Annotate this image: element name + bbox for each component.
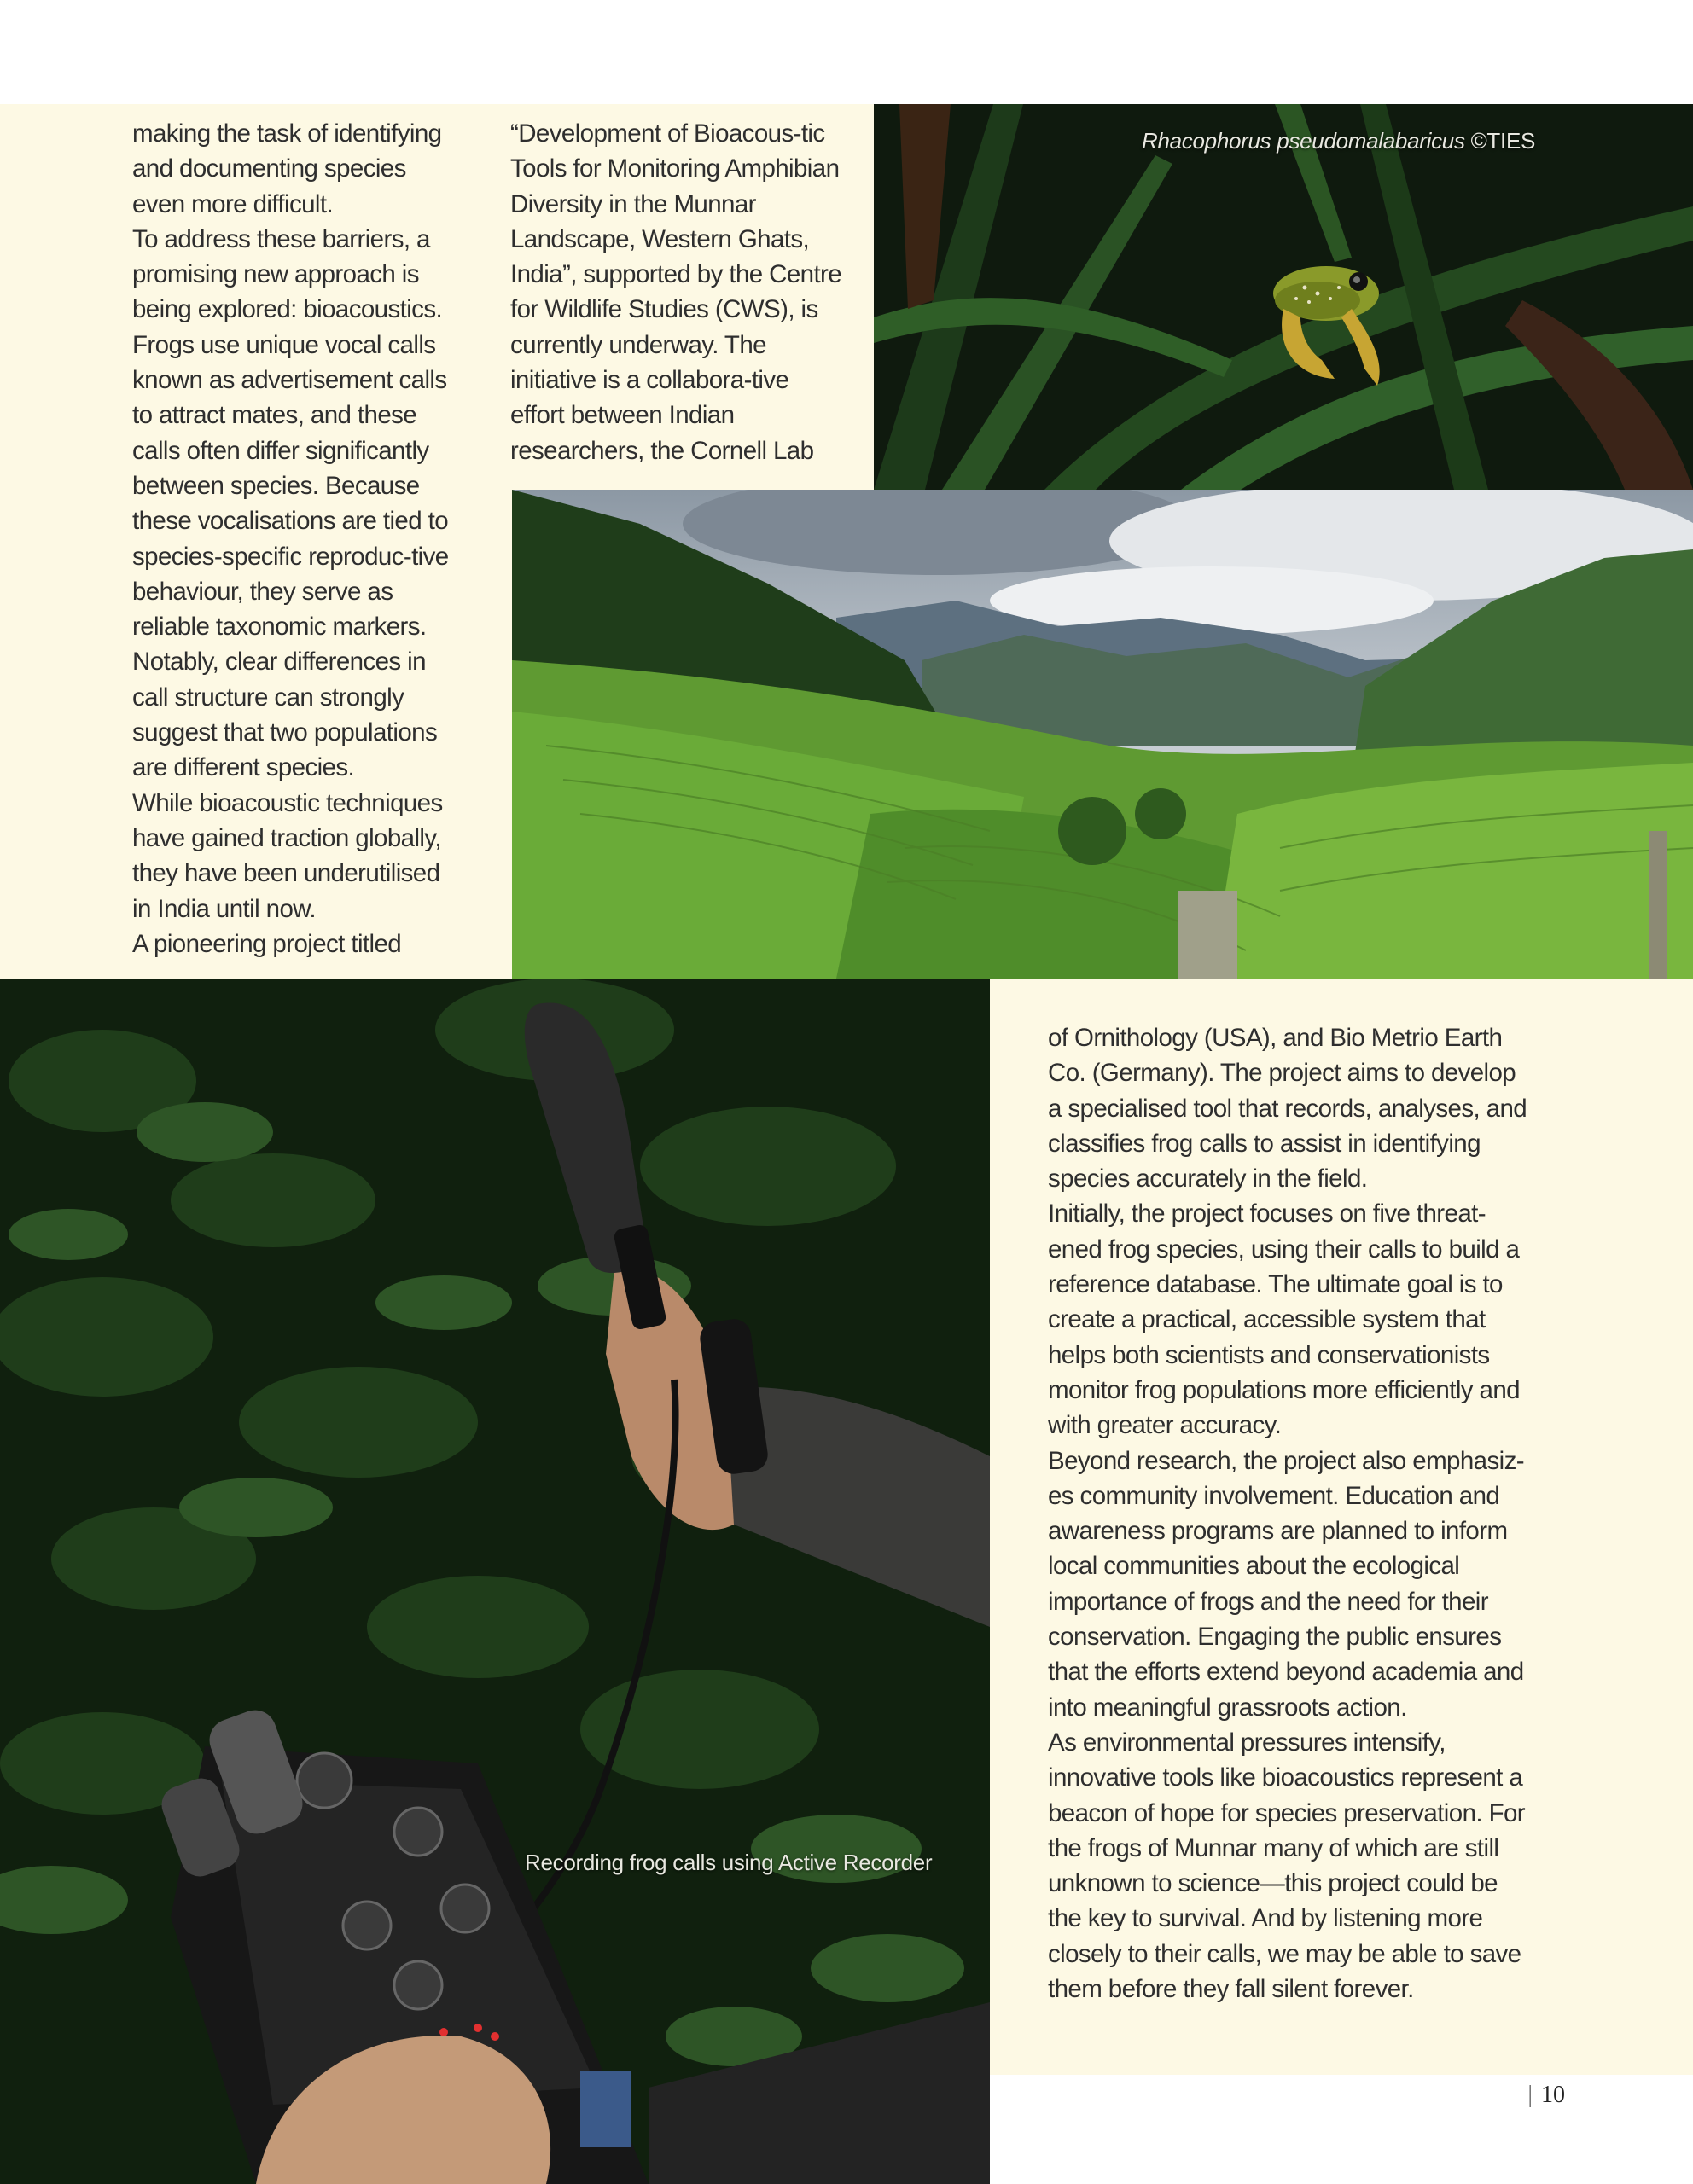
paragraph: of Ornithology (USA), and Bio Metrio Earth Co. (Germany). The project aims to develop a specialised tool that records, analyses, and classifies frog calls to assist in identifying species accurately in the field. — [1048, 1024, 1527, 1194]
paragraph: making the task of identifying and documenting species even more difficult. — [132, 119, 442, 218]
page-number — [1527, 2082, 1565, 2109]
frog-photo — [874, 104, 1693, 490]
text-column-left — [132, 116, 457, 961]
frog-photo-credit: ©TIES — [1464, 128, 1536, 154]
text-column-right — [1048, 1020, 1534, 2007]
text-column-middle — [510, 116, 847, 468]
paragraph: Initially, the project focuses on five threat-ened frog species, using their calls to build a reference database. The ultimate goal is to create a practical, accessible system that helps both scientists and conservationists monitor frog populations more efficiently and with greater accuracy. — [1048, 1199, 1520, 1440]
paragraph: As environmental pressures intensify, innovative tools like bioacoustics represent a beacon of hope for species preservation. For the frogs of Munnar many of which are still unknown to science—this project could be the key to survival. And by listening more closely to their calls, we may be able to save them before they fall silent forever. — [1048, 1728, 1526, 2004]
landscape-photo — [512, 490, 1693, 979]
recorder-photo — [0, 979, 990, 2184]
paragraph: To address these barriers, a promising new approach is being explored: bioacoustics. Frogs use unique vocal calls known as advertisement calls to attract mates, and these calls often differ significantly between species. Because these vocalisations are tied to species-specific reproduc-tive behaviour, they serve as reliable taxonomic markers. Notably, clear differences in call structure can strongly suggest that two populations are different species. — [132, 224, 449, 782]
frog-species-name: Rhacophorus pseudomalabaricus — [1142, 128, 1465, 154]
paragraph: A pioneering project titled — [132, 929, 402, 958]
paragraph: Beyond research, the project also emphasiz-es community involvement. Education and awareness programs are planned to inform local communities about the ecological importance of frogs and the need for their conservation. Engaging the public ensures that the efforts extend beyond academia and into meaningful grassroots action. — [1048, 1446, 1524, 1722]
page-number-separator: | — [1527, 2082, 1533, 2108]
page-number-value: 10 — [1541, 2082, 1565, 2108]
paragraph: “Development of Bioacous-tic Tools for Monitoring Amphibian Diversity in the Munnar Landscape, Western Ghats, India”, supported by the Centre for Wildlife Studies (CWS), is currently underway. The initiative is a collabora-tive effort between Indian researchers, the Cornell Lab — [510, 119, 842, 465]
frog-caption — [1142, 128, 1535, 154]
paragraph: While bioacoustic techniques have gained traction globally, they have been underutilised in India until now. — [132, 788, 443, 923]
recorder-caption: Recording frog calls using Active Recorder — [525, 1850, 933, 1875]
